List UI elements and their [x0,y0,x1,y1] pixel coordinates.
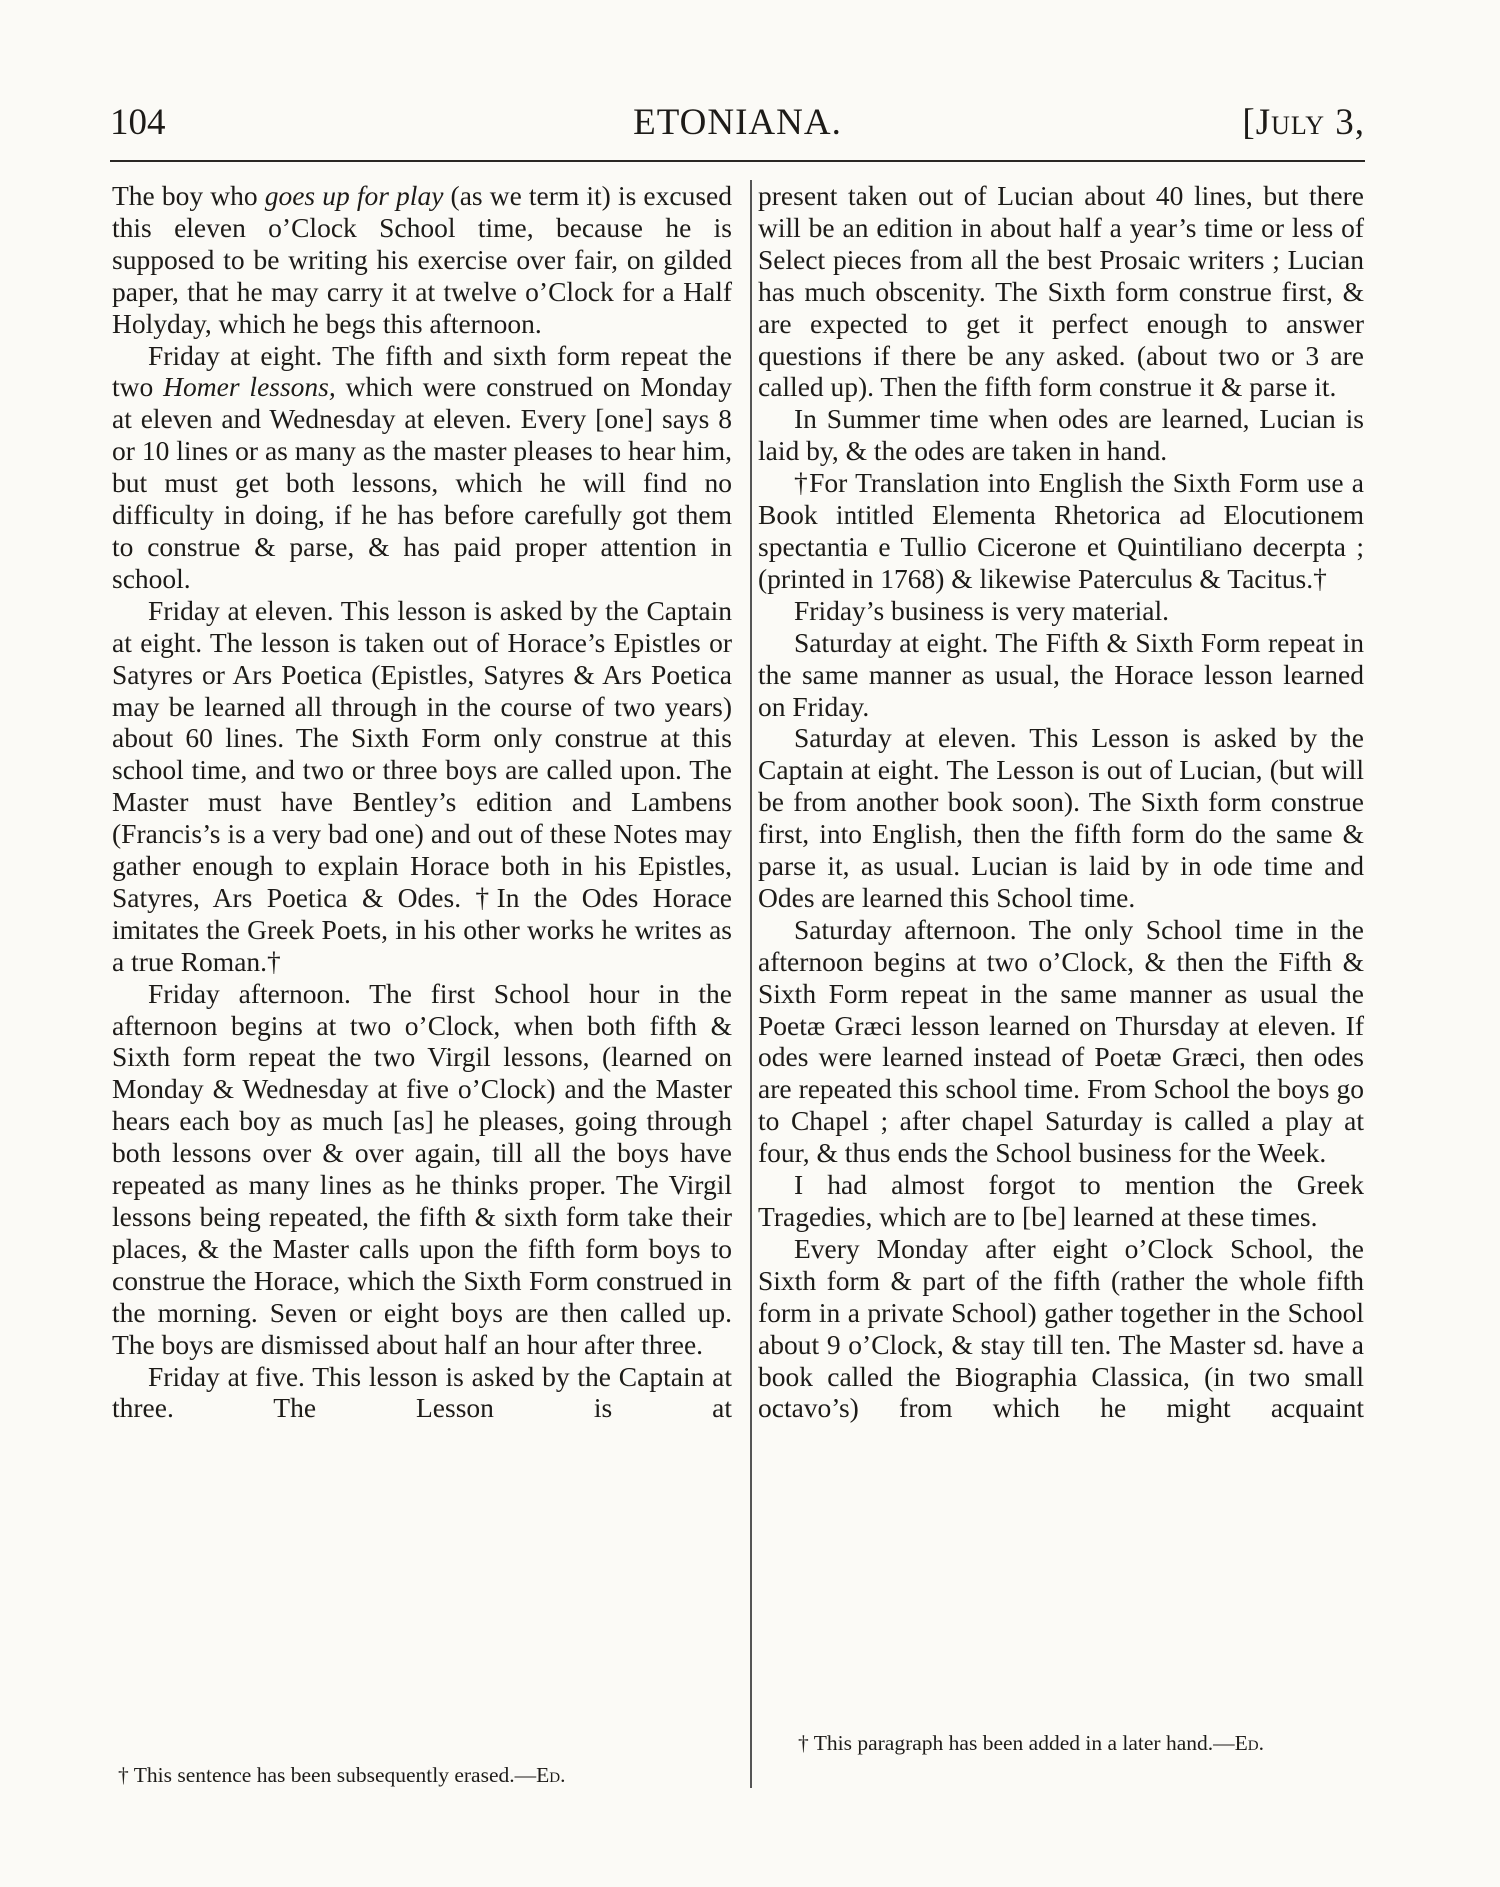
paragraph: †For Translation into English the Sixth Form use a Book intitled Elementa Rhetorica ad Elocutionem spectantia e Tullio Cicerone et Quintiliano decerpta ; (printed in 1768) & likewise Paterculus & Tacitus.† [758,467,1364,594]
paragraph: Friday afternoon. The first School hour in the afternoon begins at two o’Clock, when both fifth & Sixth form repeat the two Virgil lessons, (learned on Monday & Wednesday at five o’Clock) and the Master hears each boy as much [as] he pleases, going through both lessons over & over again, till all the boys have repeated as many lines as he thinks proper. The Virgil lessons being repeated, the fifth & sixth form take their places, & the Master calls upon the fifth form boys to construe the Horace, which the Sixth Form construed in the morning. Seven or eight boys are then called up. The boys are dismissed about half an hour after three. [112,977,732,1360]
paragraph: The boy who goes up for play (as we term it) is excused this eleven o’Clock School time, because he is supposed to be writing his exercise over fair, on gilded paper, that he may carry it at twelve o’Clock for a Half Holyday, which he begs this afternoon. [112,180,732,339]
italic-phrase: goes up for play [264,180,444,211]
running-header [110,98,1365,148]
column-divider [750,180,752,1788]
paragraph: Saturday at eleven. This Lesson is asked by the Captain at eight. The Lesson is out of Lucian, (but will be from another book soon). The Sixth form construe first, into English, then the fifth form do the same & parse it, as usual. Lucian is laid by in ode time and Odes are learned this School time. [758,722,1364,913]
paragraph: Friday’s business is very material. [794,594,1170,626]
paragraph: Saturday afternoon. The only School time in the afternoon begins at two o’Clock, & then the Fifth & Sixth Form repeat in the same manner as usual the Poetæ Græci lesson learned on Thursday at eleven. If odes were learned instead of Poetæ Græci, then odes are repeated this school time. From School the boys go to Chapel ; after chapel Saturday is called a play at four, & thus ends the School business for the Week. [758,913,1364,1169]
paragraph: present taken out of Lucian about 40 lines, but there will be an edition in about half a year’s time or less of Select pieces from all the best Prosaic writers ; Lucian has much obscenity. The Sixth form construe first, & are expected to get it perfect enough to answer questions if there be any asked. (about two or 3 are called up). Then the fifth form construe it & parse it. [758,180,1364,403]
paragraph: In Summer time when odes are learned, Lucian is laid by, & the odes are taken in hand. [758,403,1364,467]
editor-mark: Ed. [1234,1731,1264,1755]
paragraph: Friday at eight. The fifth and sixth form repeat the two Homer lessons, which were construed on Monday at eleven and Wednesday at eleven. Every [one] says 8 or 10 lines or as many as the master pleases to hear him, but must get both lessons, which he will find no difficulty in doing, if he has before carefully got them to construe & parse, & has paid proper attention in school. [112,339,732,594]
date-tail: 3, [1325,102,1365,143]
paragraph: I had almost forgot to mention the Greek Tragedies, which are to [be] learned at these times. [758,1169,1364,1232]
paragraph: Every Monday after eight o’Clock School, the Sixth form & part of the fifth (rather the whole fifth form in a private School) gather together in the School about 9 o’Clock, & stay till ten. The Master sd. have a book called the Biographia Classica, (in two small octavo’s) from which he might acquaint [758,1232,1364,1424]
italic-phrase: Homer lessons, [163,371,336,403]
footnote-right: † This paragraph has been added in a later hand.—Ed. [798,1731,1264,1755]
paragraph: Saturday at eight. The Fifth & Sixth Form repeat in the same manner as usual, the Horace lesson learned on Friday. [758,626,1364,722]
footnote-left: † This sentence has been subsequently erased.—Ed. [118,1763,566,1787]
running-title: ETONIANA. [633,102,842,143]
editor-mark: Ed. [536,1763,566,1787]
right-column [758,180,1364,1424]
paragraph: Friday at five. This lesson is asked by the Captain at three. The Lesson is at [112,1360,732,1424]
header-rule [110,160,1365,162]
date-bracket: [J [1242,102,1272,143]
page-number: 104 [110,102,166,143]
date-month: uly [1271,102,1325,143]
running-date [1242,98,1365,148]
left-column [112,180,732,1424]
paragraph: Friday at eleven. This lesson is asked by the Captain at eight. The lesson is taken out of Horace’s Epistles or Satyres or Ars Poetica (Epistles, Satyres & Ars Poetica may be learned all through in the course of two years) about 60 lines. The Sixth Form only construe at this school time, and two or three boys are called upon. The Master must have Bentley’s edition and Lambens (Francis’s is a very bad one) and out of these Notes may gather enough to explain Horace both in his Epistles, Satyres, Ars Poetica & Odes. †In the Odes Horace imitates the Greek Poets, in his other works he writes as a true Roman.† [112,594,732,977]
